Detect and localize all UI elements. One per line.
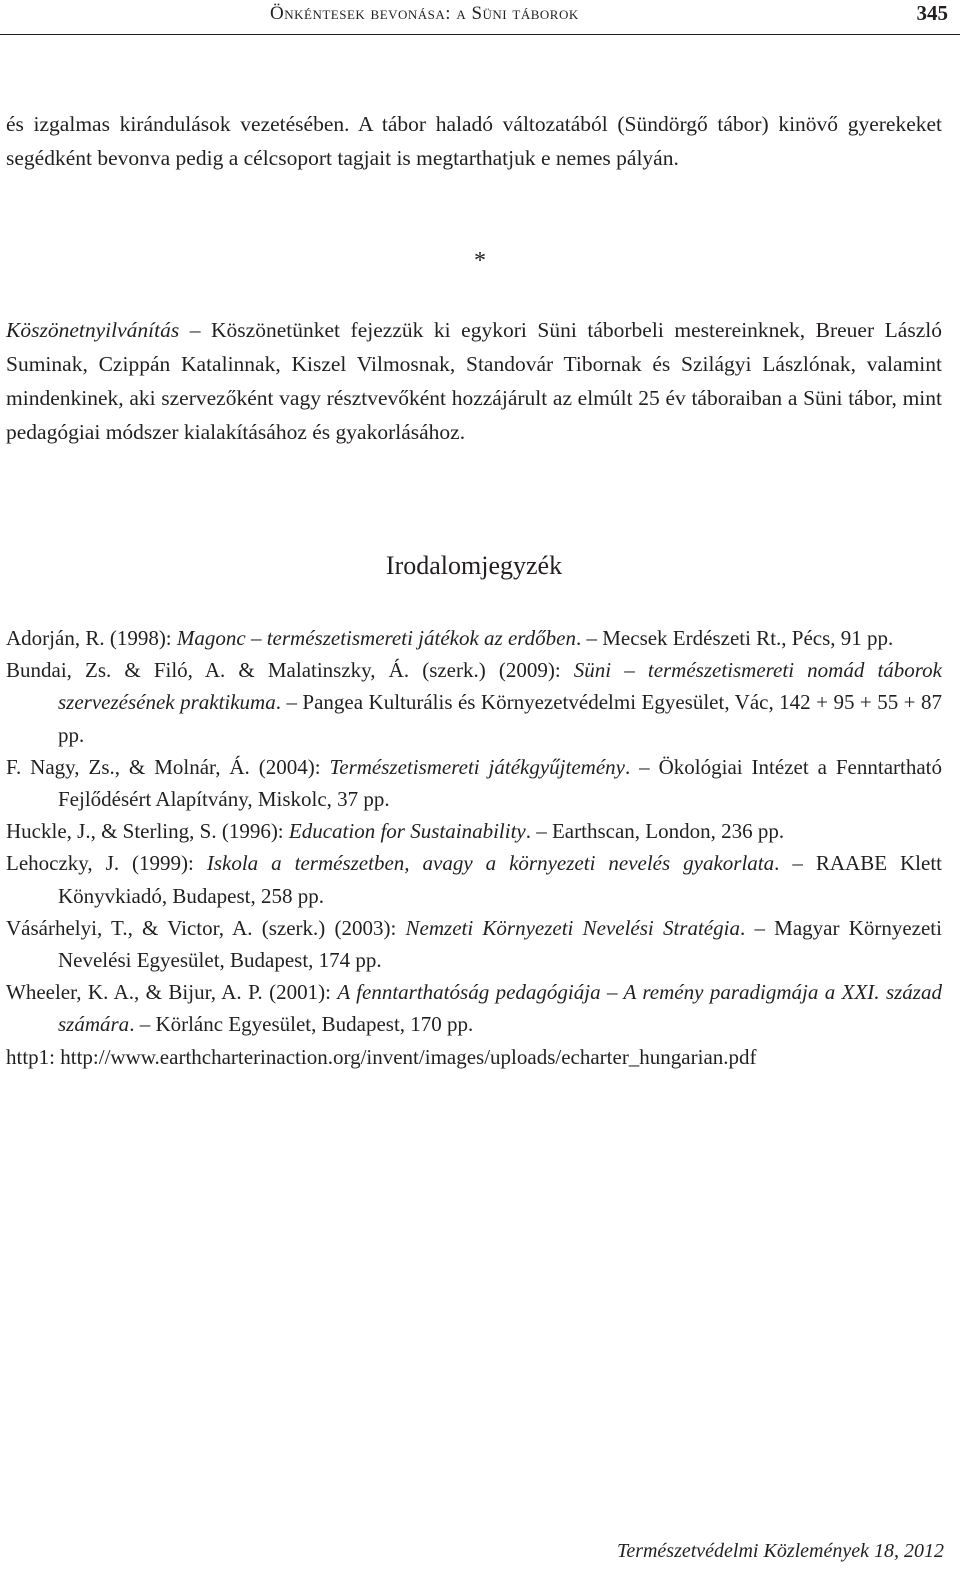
section-separator: * (474, 248, 486, 274)
reference-item: Bundai, Zs. & Filó, A. & Malatinszky, Á. (szerk.) (2009): Süni – természetismereti nomád táborok szervezésének praktikuma. – Pangea Kulturális és Környezetvédelmi Egyesület, Vác, 142 + 95 + 55 + 87 pp. (6, 658, 942, 747)
intro-paragraph: és izgalmas kirándulások vezetésében. A tábor haladó változatából (Sündörgő tábor) kinövő gyerekeket segédként bevonva pedig a célcsoport tagjait is megtarthatjuk e nemes pályán. (6, 112, 942, 170)
acknowledgement-text: – Köszönetünket fejezzük ki egykori Süni táborbeli mestereinknek, Breuer László Suminak, Czippán Katalinnak, Kiszel Vilmosnak, Standovár Tibornak és Szilágyi Lászlónak, valamint mindenkinek, aki szervezőként vagy résztvevőként hozzájárult az elmúlt 25 év táboraiban a Süni tábor, mint pedagógiai módszer kialakításához és gyakorlásához. (6, 318, 942, 444)
reference-item: Huckle, J., & Sterling, S. (1996): Education for Sustainability. – Earthscan, London, 236 pp. (6, 819, 785, 844)
reference-item: Adorján, R. (1998): Magonc – természetismereti játékok az erdőben. – Mecsek Erdészeti Rt., Pécs, 91 pp. (6, 626, 894, 650)
reference-list (6, 622, 942, 1073)
acknowledgement-lead: Köszönetnyilvánítás (6, 318, 180, 342)
reference-item: Vásárhelyi, T., & Victor, A. (szerk.) (2003): Nemzeti Környezeti Nevelési Stratégia. – Magyar Környezeti Nevelési Egyesület, Budapest, 174 pp. (6, 915, 942, 973)
running-head (0, 0, 960, 35)
reference-url[interactable]: http1: http://www.earthcharterinaction.org/invent/images/uploads/echarter_hungarian.pdf (6, 1044, 757, 1069)
reference-item: Lehoczky, J. (1999): Iskola a természetben, avagy a környezeti nevelés gyakorlata. – RAABE Klett Könyvkiadó, Budapest, 258 pp. (6, 851, 942, 908)
reference-item: Wheeler, K. A., & Bijur, A. P. (2001): A fenntarthatóság pedagógiája – A remény paradigmája a XXI. század számára. – Körlánc Egyesület, Budapest, 170 pp. (6, 980, 942, 1037)
reference-item: F. Nagy, Zs., & Molnár, Á. (2004): Természetismereti játékgyűjtemény. – Ökológiai Intézet a Fenntartható Fejlődésért Alapítvány, Miskolc, 37 pp. (6, 754, 943, 812)
page-number: 345 (916, 1, 948, 25)
references-heading: Irodalomjegyzék (385, 551, 563, 580)
journal-footer: Természetvédelmi Közlemények 18, 2012 (617, 1540, 944, 1562)
acknowledgement-paragraph (6, 313, 942, 449)
running-title: Önkéntesek bevonása: a Süni táborok (270, 3, 579, 24)
